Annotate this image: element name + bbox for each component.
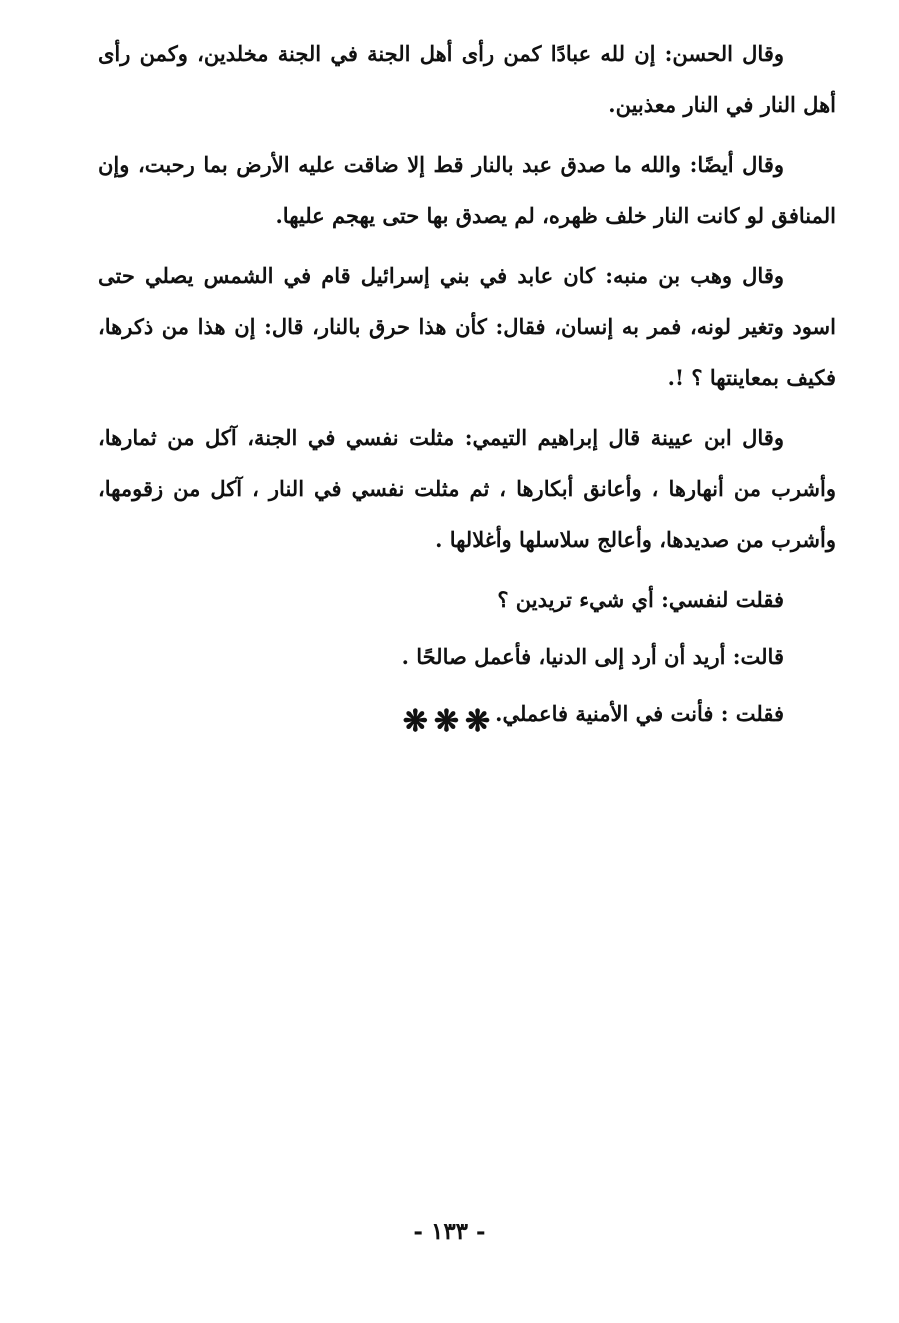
page-body <box>98 28 836 745</box>
paragraph-hasan-also: وقال أيضًا: والله ما صدق عبد بالنار قط إلا ضاقت عليه الأرض بما رحبت، وإن المنافق لو كانت النار خلف ظهره، لم يصدق بها حتى يهجم عليها. <box>98 152 836 228</box>
dialogue-line-1: فقلت لنفسي: أي شيء تريدين ؟ <box>497 587 784 612</box>
dialogue-line-2: قالت: أريد أن أرد إلى الدنيا، فأعمل صالحًا . <box>401 644 784 669</box>
dialogue-line-3: فقلت : فأنت في الأمنية فاعملي. <box>495 701 784 726</box>
paragraph-wahb: وقال وهب بن منبه: كان عابد في بني إسرائيل قام في الشمس يصلي حتى اسود وتغير لونه، فمر به إنسان، فقال: كأن هذا حرق بالنار، قال: إن هذا من ذكرها، فكيف بمعاينتها ؟ !. <box>98 263 836 390</box>
paragraph-hasan: وقال الحسن: إن لله عبادًا كمن رأى أهل الجنة في الجنة مخلدين، وكمن رأى أهل النار في النار معذبين. <box>98 41 836 117</box>
section-separator: ❋❋❋ <box>402 704 497 739</box>
paragraph-ibn-uyayna: وقال ابن عيينة قال إبراهيم التيمي: مثلت نفسي في الجنة، آكل من ثمارها، وأشرب من أنهارها ، وأعانق أبكارها ، ثم مثلت نفسي في النار ، آكل من زقومها، وأشرب من صديدها، وأعالج سلاسلها وأغلالها . <box>98 425 836 552</box>
page-number: - ١٣٣ - <box>413 1218 486 1245</box>
